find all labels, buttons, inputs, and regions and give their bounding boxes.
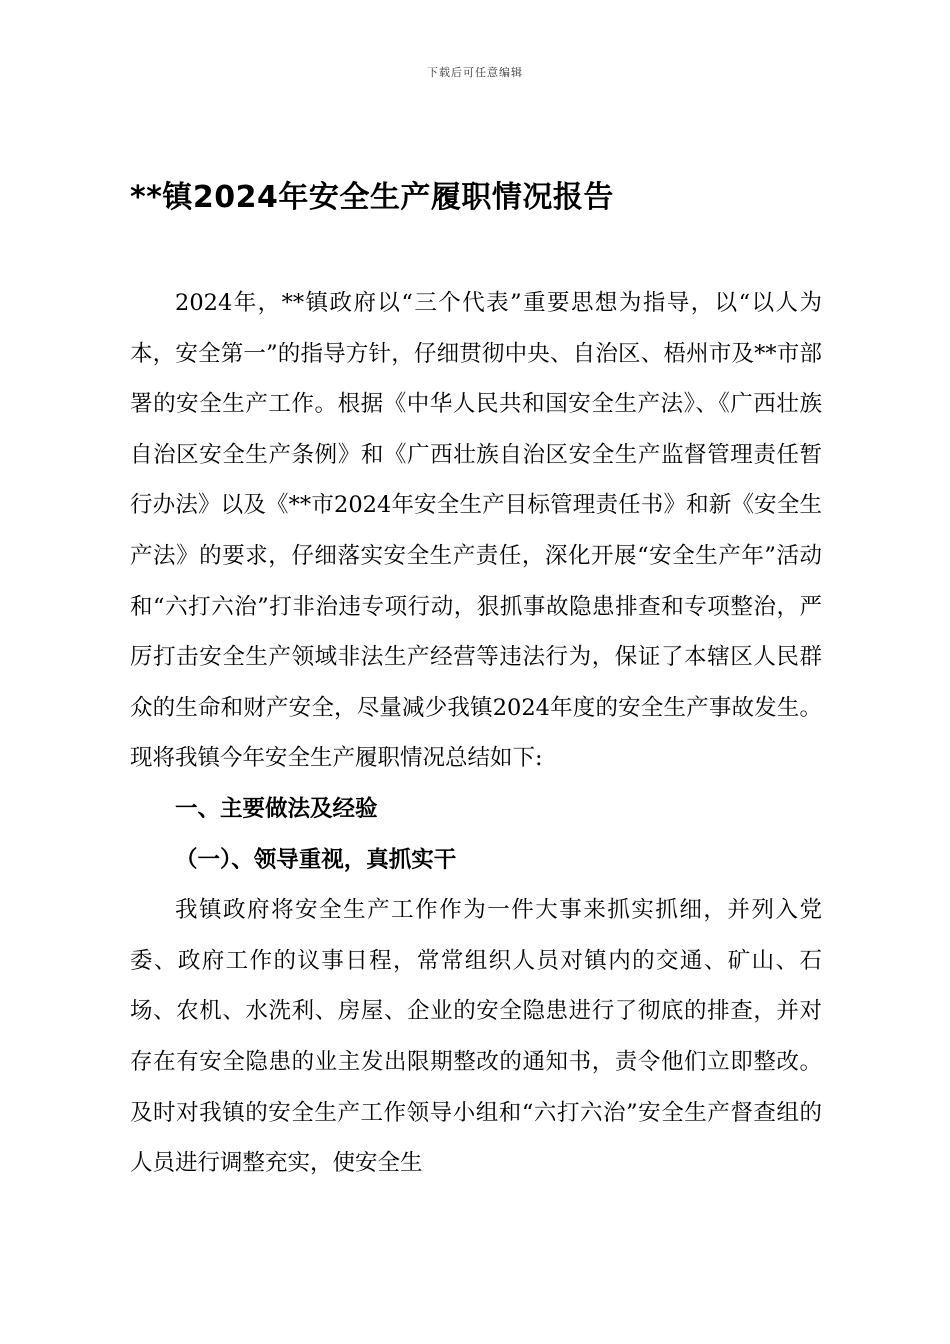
intro-paragraph: 2024年，**镇政府以“三个代表”重要思想为指导，以“以人为本，安全第一”的指导方针，仔细贯彻中央、自治区、梧州市及**市部署的安全生产工作。根据《中华人民共和国安全生产法》、《广西壮族自治区安全生产条例》和《广西壮族自治区安全生产监督管理责任暂行办法》以及《**市2024年安全生产目标管理责任书》和新《安全生产法》的要求，仔细落实安全生产责任，深化开展“安全生产年”活动和“六打六治”打非治违专项行动，狠抓事故隐患排查和专项整治，严厉打击安全生产领域非法生产经营等违法行为，保证了本辖区人民群众的生命和财产安全，尽量减少我镇2024年度的安全生产事故发生。现将我镇今年安全生产履职情况总结如下:	[130, 290, 822, 772]
document-title: **镇2024年安全生产履职情况报告	[130, 180, 614, 215]
subsection-paragraph: 我镇政府将安全生产工作作为一件大事来抓实抓细，并列入党委、政府工作的议事日程，常常组织人员对镇内的交通、矿山、石场、农机、水洗利、房屋、企业的安全隐患进行了彻底的排查，并对存在有安全隐患的业主发出限期整改的通知书，责令他们立即整改。及时对我镇的安全生产工作领导小组和“六打六治”安全生产督查组的人员进行调整充实，使安全生	[130, 897, 822, 1177]
subsection-heading: （一）、领导重视，真抓实干	[175, 846, 457, 873]
document-body	[130, 278, 822, 1189]
header-note: 下载后可任意编辑	[427, 66, 523, 79]
section-heading: 一、主要做法及经验	[175, 795, 378, 822]
